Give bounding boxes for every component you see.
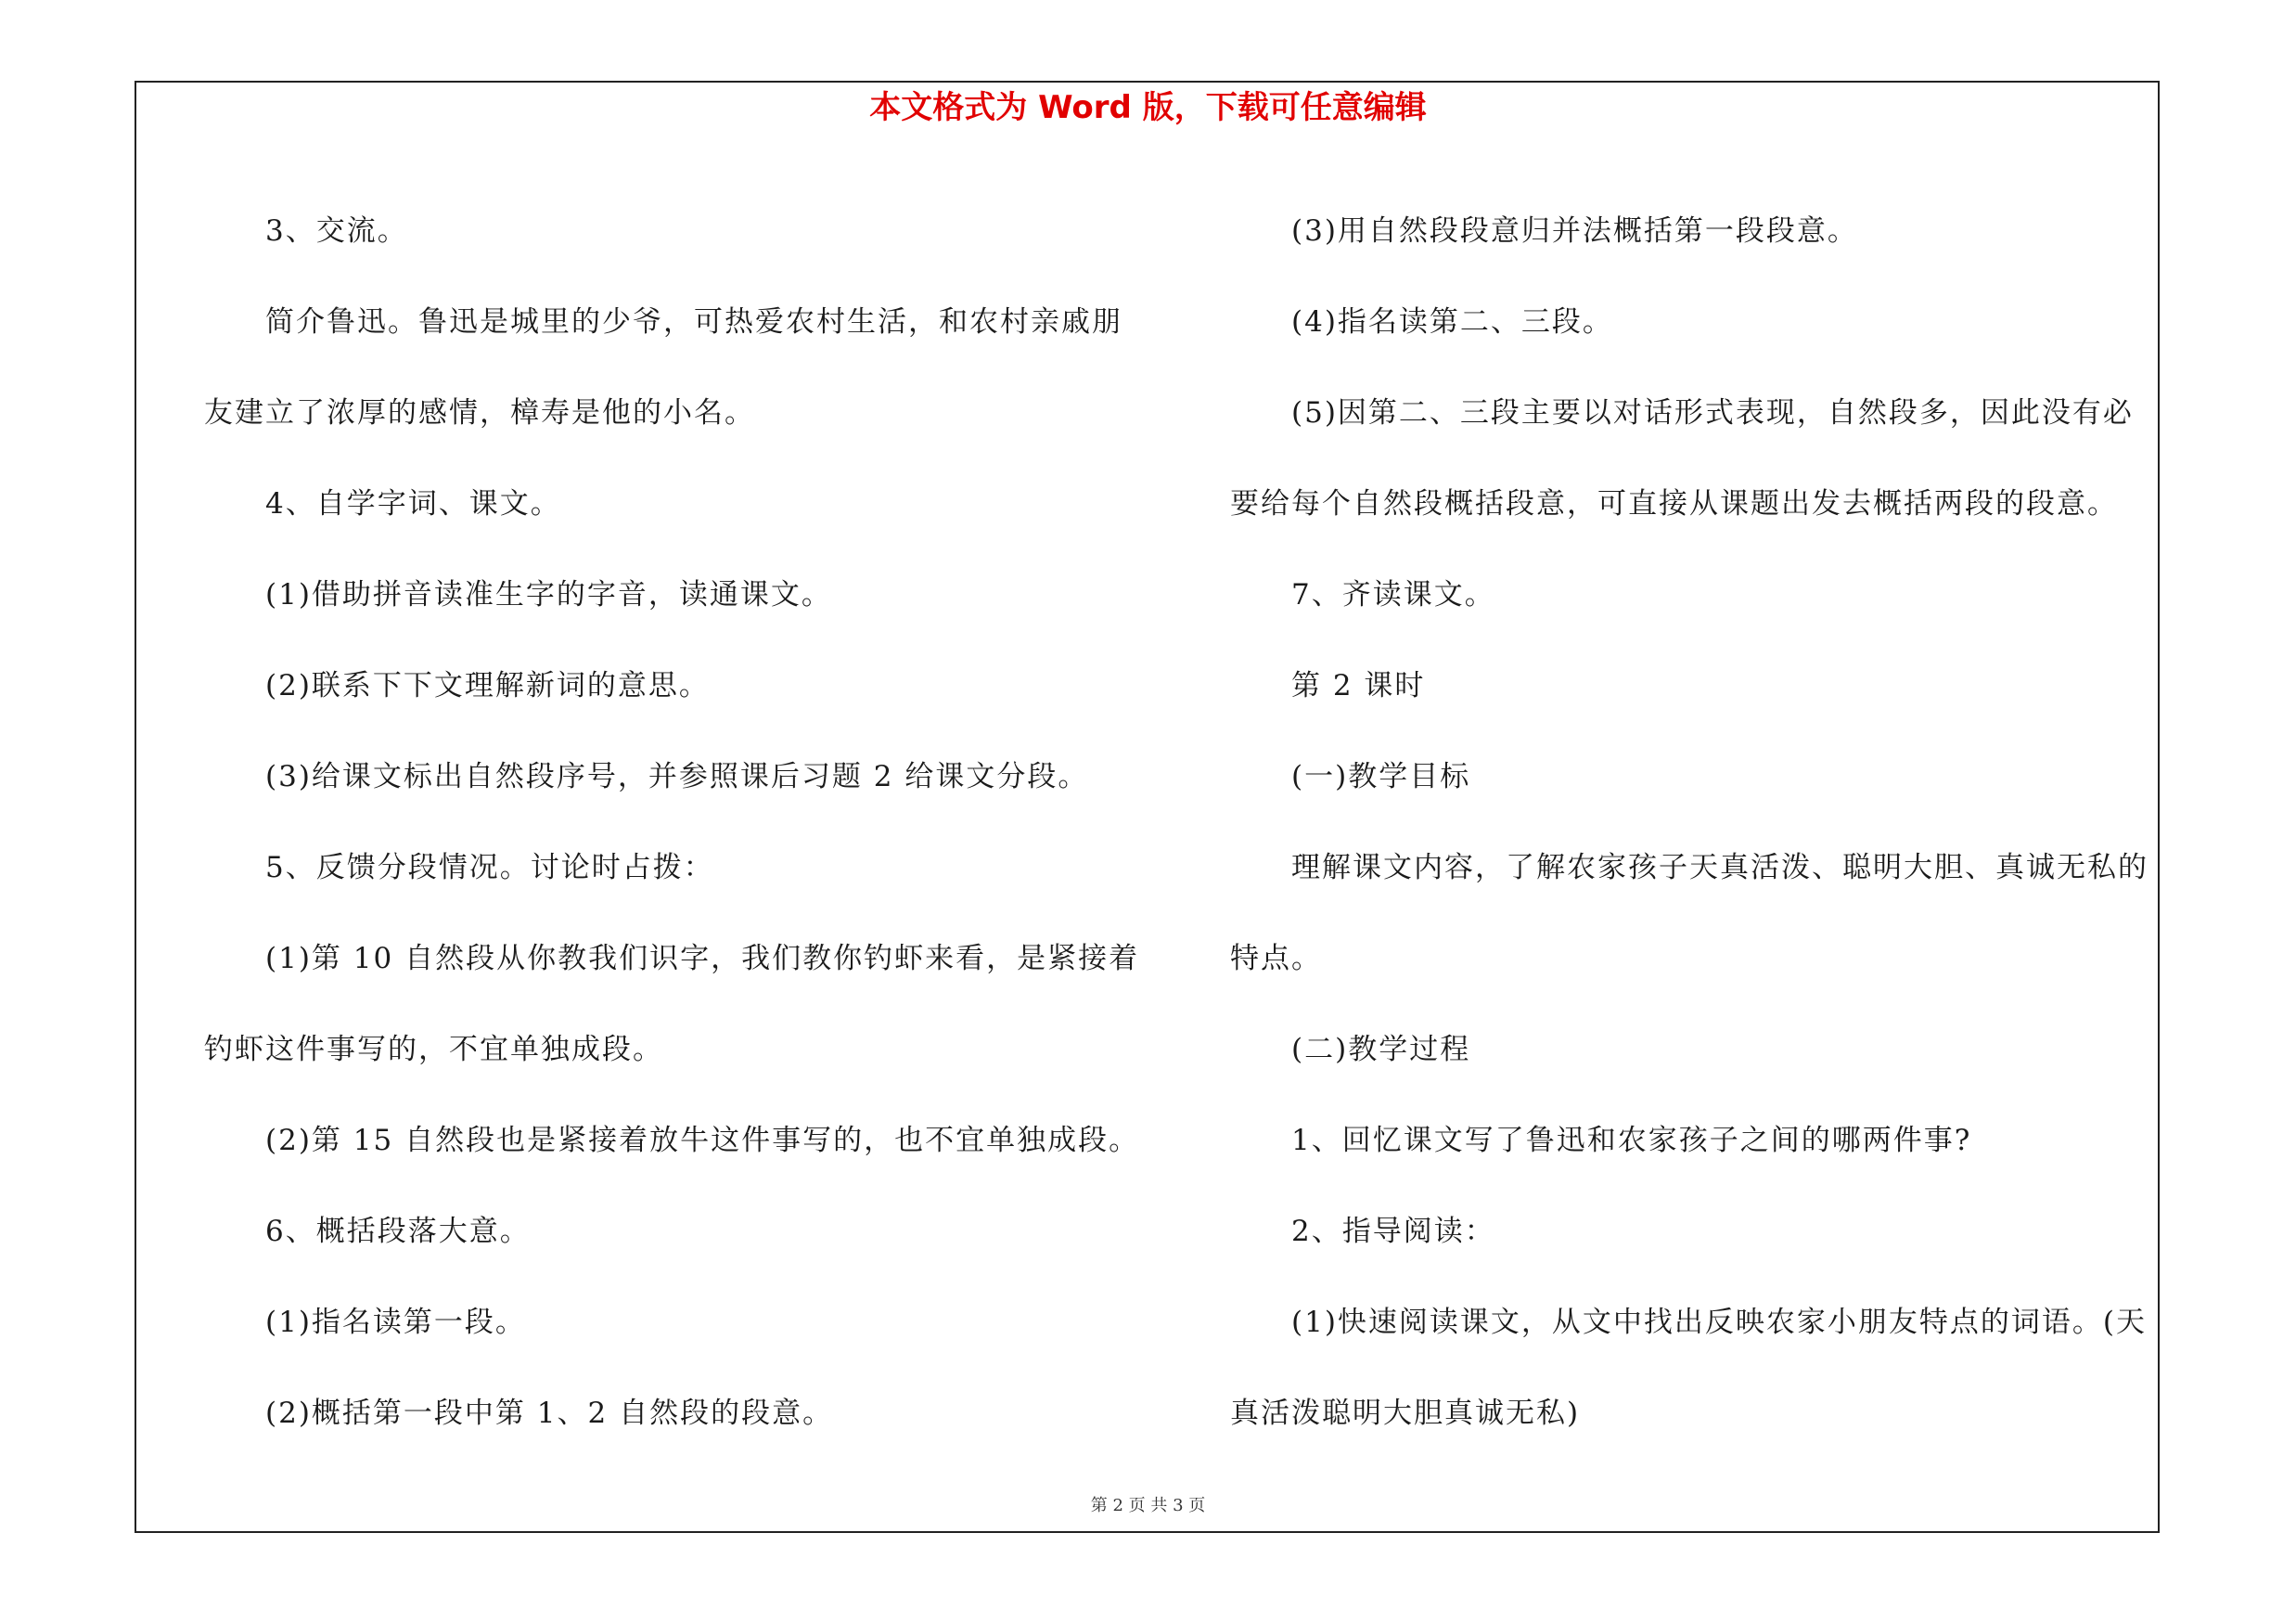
section-heading: 第 2 课时 [1291, 669, 1426, 702]
paragraph: (1)快速阅读课文，从文中找出反映农家小朋友特点的词语。(天 [1291, 1306, 2148, 1339]
subsection-heading: (一)教学目标 [1291, 760, 1471, 793]
paragraph: 简介鲁迅。鲁迅是城里的少爷，可热爱农村生活，和农村亲戚朋 [265, 305, 1122, 339]
page-number: 第 2 页 共 3 页 [1090, 1496, 1206, 1515]
paragraph: 6、概括段落大意。 [265, 1215, 531, 1248]
paragraph: 4、自学字词、课文。 [265, 487, 561, 521]
right-column [1230, 186, 2148, 1459]
paragraph-continuation: 要给每个自然段概括段意，可直接从课题出发去概括两段的段意。 [1230, 487, 2118, 521]
subsection-heading: (二)教学过程 [1291, 1033, 1471, 1066]
paragraph: (2)联系下下文理解新词的意思。 [265, 669, 710, 702]
paragraph: 1、回忆课文写了鲁迅和农家孩子之间的哪两件事? [1291, 1124, 1972, 1157]
paragraph: 2、指导阅读： [1291, 1215, 1495, 1248]
paragraph: 理解课文内容，了解农家孩子天真活泼、聪明大胆、真诚无私的 [1291, 851, 2148, 884]
paragraph: (3)用自然段段意归并法概括第一段段意。 [1291, 214, 1858, 248]
paragraph-continuation: 友建立了浓厚的感情，樟寿是他的小名。 [204, 396, 755, 430]
paragraph: (5)因第二、三段主要以对话形式表现，自然段多，因此没有必 [1291, 396, 2134, 430]
left-column [204, 186, 1140, 1459]
paragraph: (2)第 15 自然段也是紧接着放牛这件事写的，也不宜单独成段。 [265, 1124, 1140, 1157]
paragraph: (1)指名读第一段。 [265, 1306, 526, 1339]
paragraph: (1)第 10 自然段从你教我们识字，我们教你钓虾来看，是紧接着 [265, 942, 1140, 975]
paragraph-continuation: 钓虾这件事写的，不宜单独成段。 [204, 1033, 663, 1066]
paragraph-continuation: 真活泼聪明大胆真诚无私) [1230, 1397, 1581, 1430]
paragraph: 3、交流。 [265, 214, 408, 248]
paragraph: (3)给课文标出自然段序号，并参照课后习题 2 给课文分段。 [265, 760, 1089, 793]
document-header: 本文格式为 Word 版，下载可任意编辑 [869, 89, 1427, 126]
paragraph-continuation: 特点。 [1230, 942, 1322, 975]
paragraph: 5、反馈分段情况。讨论时占拨： [265, 851, 714, 884]
paragraph: (2)概括第一段中第 1、2 自然段的段意。 [265, 1397, 834, 1430]
paragraph: 7、齐读课文。 [1291, 578, 1495, 612]
paragraph: (1)借助拼音读准生字的字音，读通课文。 [265, 578, 832, 612]
paragraph: (4)指名读第二、三段。 [1291, 305, 1613, 339]
